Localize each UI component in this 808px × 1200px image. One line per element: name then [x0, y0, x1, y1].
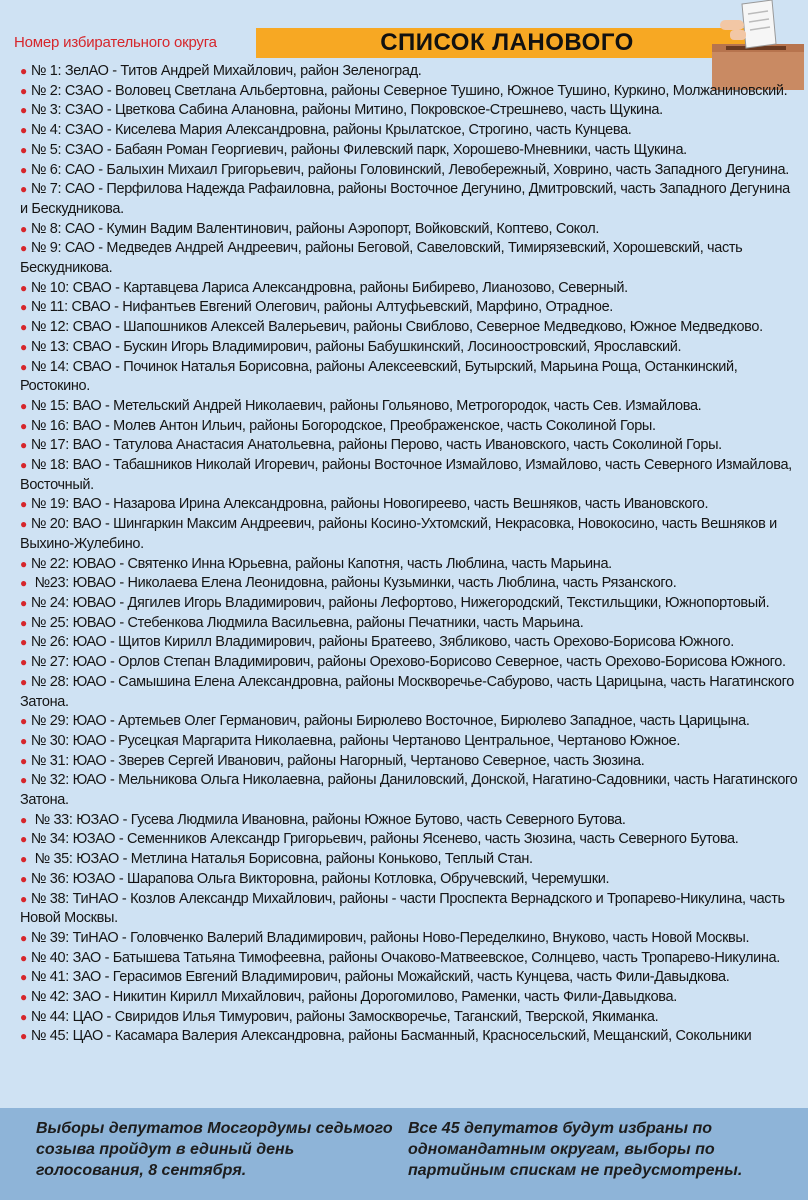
district-item: [20, 298, 800, 318]
district-text: № 7: САО - Перфилова Надежда Рафаиловна, районы Восточное Дегунино, Дмитровский, часть Западного Дегунина и Бескудникова.: [20, 181, 790, 217]
district-item: [20, 1027, 800, 1047]
district-item: [20, 397, 800, 417]
district-text: № 41: ЗАО - Герасимов Евгений Владимирович, районы Можайский, часть Кунцева, часть Фили-Давыдкова.: [30, 969, 730, 986]
page-title: СПИСОК ЛАНОВОГО: [380, 29, 634, 56]
district-item: [20, 82, 800, 102]
district-item: [20, 949, 800, 969]
bullet-icon: ●: [20, 595, 27, 610]
district-text: № 32: ЮАО - Мельникова Ольга Николаевна, районы Даниловский, Донской, Нагатино-Садовники, часть Нагатинского Затона.: [20, 772, 798, 809]
district-item: [20, 633, 800, 653]
district-text: № 11: СВАО - Нифантьев Евгений Олегович, районы Алтуфьевский, Марфино, Отрадное.: [30, 299, 613, 316]
bullet-icon: ●: [20, 517, 27, 532]
bullet-icon: ●: [20, 497, 27, 512]
district-item: [20, 1008, 800, 1028]
bullet-icon: ●: [20, 458, 27, 473]
district-number-label: Номер избирательного округа: [14, 34, 217, 51]
district-text: № 28: ЮАО - Самышина Елена Александровна, районы Москворечье-Сабурово, часть Царицына, часть Нагатинского Затона.: [20, 673, 794, 710]
district-text: № 20: ВАО - Шингаркин Максим Андреевич, районы Косино-Ухтомский, Некрасовка, Новокосино, часть Вешняков и Выхино-Жулебино.: [20, 516, 777, 552]
bullet-icon: ●: [20, 576, 27, 591]
district-item: [20, 870, 800, 890]
bullet-icon: ●: [20, 674, 27, 689]
bullet-icon: ●: [20, 339, 27, 354]
district-item: [20, 417, 800, 437]
district-item: [20, 712, 800, 732]
bullet-icon: ●: [20, 970, 27, 985]
district-text: № 15: ВАО - Метельский Андрей Николаевич, районы Гольяново, Метрогородок, часть Сев. Измайлова.: [30, 397, 702, 414]
bullet-icon: ●: [20, 733, 27, 748]
bullet-icon: ●: [20, 320, 27, 335]
bullet-icon: ●: [20, 142, 27, 157]
district-item: [20, 121, 800, 141]
bullet-icon: ●: [20, 635, 27, 650]
bullet-icon: ●: [20, 280, 27, 295]
bullet-icon: ●: [20, 83, 27, 98]
district-text: № 45: ЦАО - Касамара Валерия Александровна, районы Басманный, Красносельский, Мещанский, Сокольники: [30, 1028, 752, 1045]
district-text: № 1: ЗелАО - Титов Андрей Михайлович, район Зеленоград.: [30, 63, 422, 79]
district-item: [20, 850, 800, 870]
bullet-icon: ●: [20, 714, 27, 729]
district-text: № 42: ЗАО - Никитин Кирилл Михайлович, районы Дорогомилово, Раменки, часть Фили-Давыдкова.: [30, 989, 677, 1006]
district-item: [20, 752, 800, 772]
district-text: № 25: ЮВАО - Стебенкова Людмила Васильевна, районы Печатники, часть Марьина.: [30, 614, 584, 631]
bullet-icon: ●: [20, 398, 27, 413]
bullet-icon: ●: [20, 990, 27, 1005]
district-item: [20, 653, 800, 673]
district-text: №23: ЮВАО - Николаева Елена Леонидовна, районы Кузьминки, часть Люблина, часть Рязанского.: [30, 575, 677, 592]
district-item: [20, 180, 800, 219]
district-item: [20, 673, 800, 712]
bullet-icon: ●: [20, 64, 27, 78]
district-text: № 9: САО - Медведев Андрей Андреевич, районы Беговой, Савеловский, Тимирязевский, Хорошевский, часть Бескудникова.: [20, 240, 743, 277]
district-text: № 24: ЮВАО - Дягилев Игорь Владимирович, районы Лефортово, Нижегородский, Текстильщики, Южнопортовый.: [30, 594, 770, 611]
bullet-icon: ●: [20, 812, 27, 827]
district-text: № 19: ВАО - Назарова Ирина Александровна, районы Новогиреево, часть Вешняков, часть Ивановского.: [30, 496, 709, 513]
district-item: [20, 515, 800, 554]
district-text: № 3: СЗАО - Цветкова Сабина Алановна, районы Митино, Покровское-Стрешнево, часть Щукина.: [30, 102, 663, 119]
district-item: [20, 732, 800, 752]
bullet-icon: ●: [20, 950, 27, 965]
bullet-icon: ●: [20, 871, 27, 886]
bullet-icon: ●: [20, 162, 27, 177]
bullet-icon: ●: [20, 182, 27, 197]
district-text: № 27: ЮАО - Орлов Степан Владимирович, районы Орехово-Борисово Северное, часть Орехово-Борисова Южного.: [30, 654, 786, 671]
district-text: № 18: ВАО - Табашников Николай Игоревич, районы Восточное Измайлово, Измайлово, часть Северного Измайлова, Восточный.: [20, 457, 792, 493]
district-item: [20, 830, 800, 850]
bullet-icon: ●: [20, 123, 27, 138]
district-item: [20, 161, 800, 181]
footer-right-note: Все 45 депутатов будут избраны по одномандатным округам, выборы по партийным спискам не предусмотрены.: [408, 1120, 743, 1179]
bullet-icon: ●: [20, 1009, 27, 1024]
district-item: [20, 495, 800, 515]
district-item: [20, 239, 800, 278]
district-text: № 26: ЮАО - Щитов Кирилл Владимирович, районы Братеево, Зябликово, часть Орехово-Борисова Южного.: [30, 634, 734, 651]
district-text: № 39: ТиНАО - Головченко Валерий Владимирович, районы Ново-Переделкино, Внуково, часть Новой Москвы.: [30, 929, 750, 946]
district-item: [20, 456, 800, 495]
district-item: [20, 279, 800, 299]
bullet-icon: ●: [20, 103, 27, 118]
district-text: № 4: СЗАО - Киселева Мария Александровна, районы Крылатское, Строгино, часть Кунцева.: [30, 122, 632, 139]
district-text: № 36: ЮЗАО - Шарапова Ольга Викторовна, районы Котловка, Обручевский, Черемушки.: [30, 870, 610, 887]
bullet-icon: ●: [20, 655, 27, 670]
district-text: № 38: ТиНАО - Козлов Александр Михайлович, районы - части Проспекта Вернадского и Тропарево-Никулина, часть Новой Москвы.: [20, 890, 785, 927]
bullet-icon: ●: [20, 832, 27, 847]
district-text: № 6: САО - Балыхин Михаил Григорьевич, районы Головинский, Левобережный, Ховрино, часть Западного Дегунина.: [30, 161, 789, 178]
district-text: № 30: ЮАО - Русецкая Маргарита Николаевна, районы Чертаново Центральное, Чертаново Южное.: [30, 732, 681, 749]
bullet-icon: ●: [20, 852, 27, 867]
district-item: [20, 101, 800, 121]
district-item: [20, 436, 800, 456]
district-item: [20, 338, 800, 358]
district-text: № 29: ЮАО - Артемьев Олег Германович, районы Бирюлево Восточное, Бирюлево Западное, часть Царицына.: [30, 713, 750, 730]
district-text: № 34: ЮЗАО - Семенников Александр Григорьевич, районы Ясенево, часть Зюзина, часть Северного Бутова.: [30, 831, 739, 848]
district-item: [20, 968, 800, 988]
district-item: [20, 574, 800, 594]
bullet-icon: ●: [20, 1029, 27, 1044]
district-text: № 8: САО - Кумин Вадим Валентинович, районы Аэропорт, Войковский, Коптево, Сокол.: [30, 220, 600, 237]
bullet-icon: ●: [20, 359, 27, 374]
district-text: № 12: СВАО - Шапошников Алексей Валерьевич, районы Свиблово, Северное Медведково, Южное Медведково.: [30, 319, 763, 336]
district-text: № 44: ЦАО - Свиридов Илья Тимурович, районы Замоскворечье, Таганский, Тверской, Якиманка.: [30, 1008, 659, 1025]
district-item: [20, 929, 800, 949]
district-item: [20, 141, 800, 161]
district-text: № 17: ВАО - Татулова Анастасия Анатольевна, районы Перово, часть Ивановского, часть Соколиной Горы.: [30, 437, 722, 454]
footer: [0, 1108, 808, 1200]
district-item: [20, 358, 800, 397]
district-text: № 16: ВАО - Молев Антон Ильич, районы Богородское, Преображенское, часть Соколиной Горы.: [30, 417, 656, 434]
district-item: [20, 555, 800, 575]
bullet-icon: ●: [20, 891, 27, 906]
district-item: [20, 318, 800, 338]
title-bar: [256, 28, 758, 58]
district-item: [20, 594, 800, 614]
district-text: № 40: ЗАО - Батышева Татьяна Тимофеевна, районы Очаково-Матвеевское, Солнцево, часть Тропарево-Никулина.: [30, 949, 780, 966]
district-text: № 2: СЗАО - Воловец Светлана Альбертовна, районы Северное Тушино, Южное Тушино, Куркино, Молжаниновский.: [30, 82, 788, 99]
district-item: [20, 614, 800, 634]
district-text: № 33: ЮЗАО - Гусева Людмила Ивановна, районы Южное Бутово, часть Северного Бутова.: [30, 811, 626, 828]
header: [0, 0, 808, 60]
footer-left-note: Выборы депутатов Мосгордумы седьмого созыва пройдут в единый день голосования, 8 сентября.: [36, 1120, 393, 1179]
district-text: № 14: СВАО - Починок Наталья Борисовна, районы Алексеевский, Бутырский, Марьина Роща, Останкинский, Ростокино.: [20, 358, 738, 395]
bullet-icon: ●: [20, 438, 27, 453]
district-text: № 13: СВАО - Бускин Игорь Владимирович, районы Бабушкинский, Лосиноостровский, Ярославский.: [30, 338, 682, 355]
bullet-icon: ●: [20, 773, 27, 788]
district-list: [20, 62, 800, 1047]
district-item: [20, 988, 800, 1008]
district-item: [20, 890, 800, 929]
district-text: № 10: СВАО - Картавцева Лариса Александровна, районы Бибирево, Лианозово, Северный.: [30, 279, 628, 296]
district-item: [20, 811, 800, 831]
bullet-icon: ●: [20, 615, 27, 630]
district-text: № 35: ЮЗАО - Метлина Наталья Борисовна, районы Коньково, Теплый Стан.: [30, 851, 533, 868]
bullet-icon: ●: [20, 556, 27, 571]
bullet-icon: ●: [20, 221, 27, 236]
bullet-icon: ●: [20, 930, 27, 945]
district-text: № 31: ЮАО - Зверев Сергей Иванович, районы Нагорный, Чертаново Северное, часть Зюзина.: [30, 752, 645, 769]
district-item: [20, 771, 800, 810]
district-text: № 22: ЮВАО - Святенко Инна Юрьевна, районы Капотня, часть Люблина, часть Марьина.: [30, 555, 612, 572]
bullet-icon: ●: [20, 418, 27, 433]
district-item: [20, 220, 800, 240]
bullet-icon: ●: [20, 753, 27, 768]
district-text: № 5: СЗАО - Бабаян Роман Георгиевич, районы Филевский парк, Хорошево-Мневники, часть Щукина.: [30, 141, 687, 158]
bullet-icon: ●: [20, 300, 27, 315]
district-item: [20, 62, 800, 82]
bullet-icon: ●: [20, 241, 27, 256]
